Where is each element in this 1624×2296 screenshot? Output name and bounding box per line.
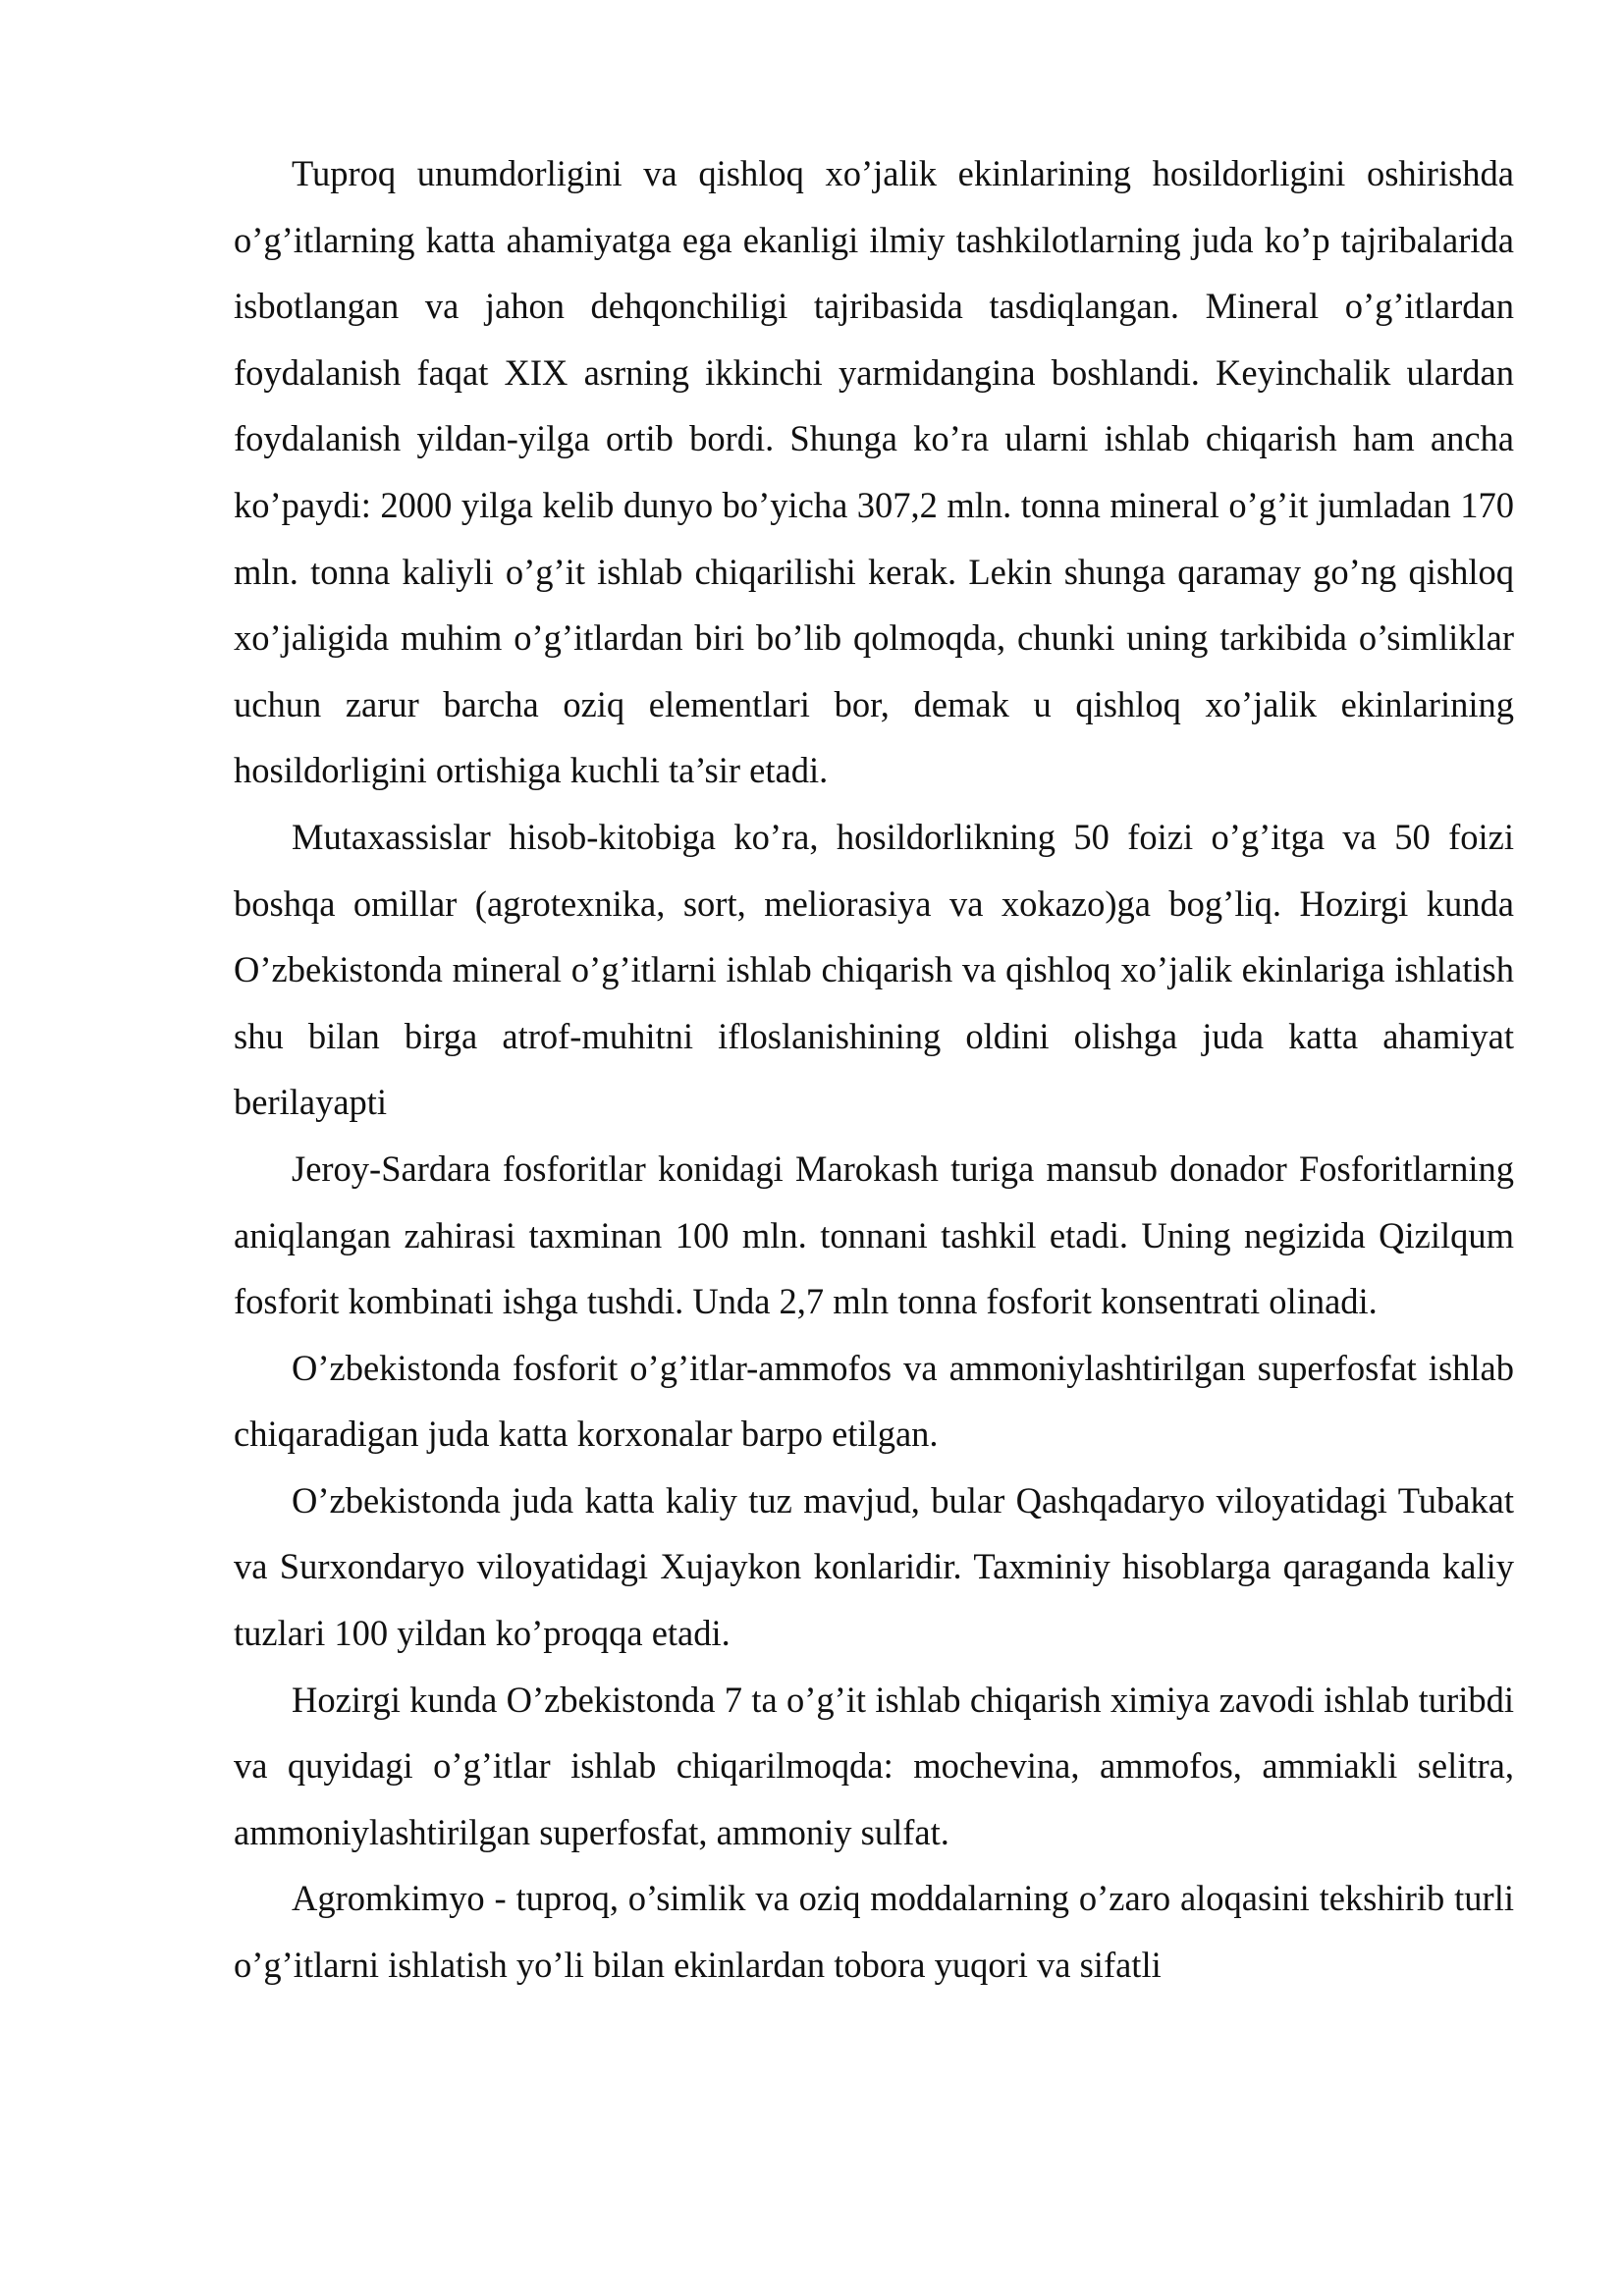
paragraph-2: Mutaxassislar hisob-kitobiga ko’ra, hosildorlikning 50 foizi o’g’itga va 50 foizi boshqa omillar (agrotexnika, sort, meliorasiya va xokazo)ga bog’liq. Hozirgi kunda O’zbekistonda mineral o’g’itlarni ishlab chiqarish va qishloq xo’jalik ekinlariga ishlatish shu bilan birga atrof-muhitni ifloslanishining oldini olishga juda katta ahamiyat berilayapti (234, 816, 1514, 1123)
paragraph-4: O’zbekistonda fosforit o’g’itlar-ammofos va ammoniylashtirilgan superfosfat ishlab chiqaradigan juda katta korxonalar barpo etilgan. (234, 1347, 1514, 1455)
paragraph-7: Agromkimyo - tuproq, o’simlik va oziq moddalarning o’zaro aloqasini tekshirib turli o’g’itlarni ishlatish yo’li bilan ekinlardan tobora yuqori va sifatli (234, 1878, 1514, 1986)
paragraph-6: Hozirgi kunda O’zbekistonda 7 ta o’g’it ishlab chiqarish ximiya zavodi ishlab turibdi va quyidagi o’g’itlar ishlab chiqarilmoqda: mochevina, ammofos, ammiakli selitra, ammoniylashtirilgan superfosfat, ammoniy sulfat. (234, 1679, 1514, 1852)
body-text (234, 140, 1514, 1998)
paragraph-1: Tuproq unumdorligini va qishloq xo’jalik ekinlarining hosildorligini oshirishda o’g’itlarning katta ahamiyatga ega ekanligi ilmiy tashkilotlarning juda ko’p tajribalarida isbotlangan va jahon dehqonchiligi tajribasida tasdiqlangan. Mineral o’g’itlardan foydalanish faqat XIX asrning ikkinchi yarmidangina boshlandi. Keyinchalik ulardan foydalanish yildan-yilga ortib bordi. Shunga ko’ra ularni ishlab chiqarish ham ancha ko’paydi: 2000 yilga kelib dunyo bo’yicha 307,2 mln. tonna mineral o’g’it jumladan 170 mln. tonna kaliyli o’g’it ishlab chiqarilishi kerak. Lekin shunga qaramay go’ng qishloq xo’jaligida muhim o’g’itlardan biri bo’lib qolmoqda, chunki uning tarkibida o’simliklar uchun zarur barcha oziq elementlari bor, demak u qishloq xo’jalik ekinlarining hosildorligini ortishiga kuchli ta’sir etadi. (234, 153, 1514, 791)
paragraph-5: O’zbekistonda juda katta kaliy tuz mavjud, bular Qashqadaryo viloyatidagi Tubakat va Surxondaryo viloyatidagi Xujaykon konlaridir. Taxminiy hisoblarga qaraganda kaliy tuzlari 100 yildan ko’proqqa etadi. (234, 1479, 1514, 1654)
paragraph-3: Jeroy-Sardara fosforitlar konidagi Marokash turiga mansub donador Fosforitlarning aniqlangan zahirasi taxminan 100 mln. tonnani tashkil etadi. Uning negizida Qizilqum fosforit kombinati ishga tushdi. Unda 2,7 mln tonna fosforit konsentrati olinadi. (234, 1148, 1514, 1322)
